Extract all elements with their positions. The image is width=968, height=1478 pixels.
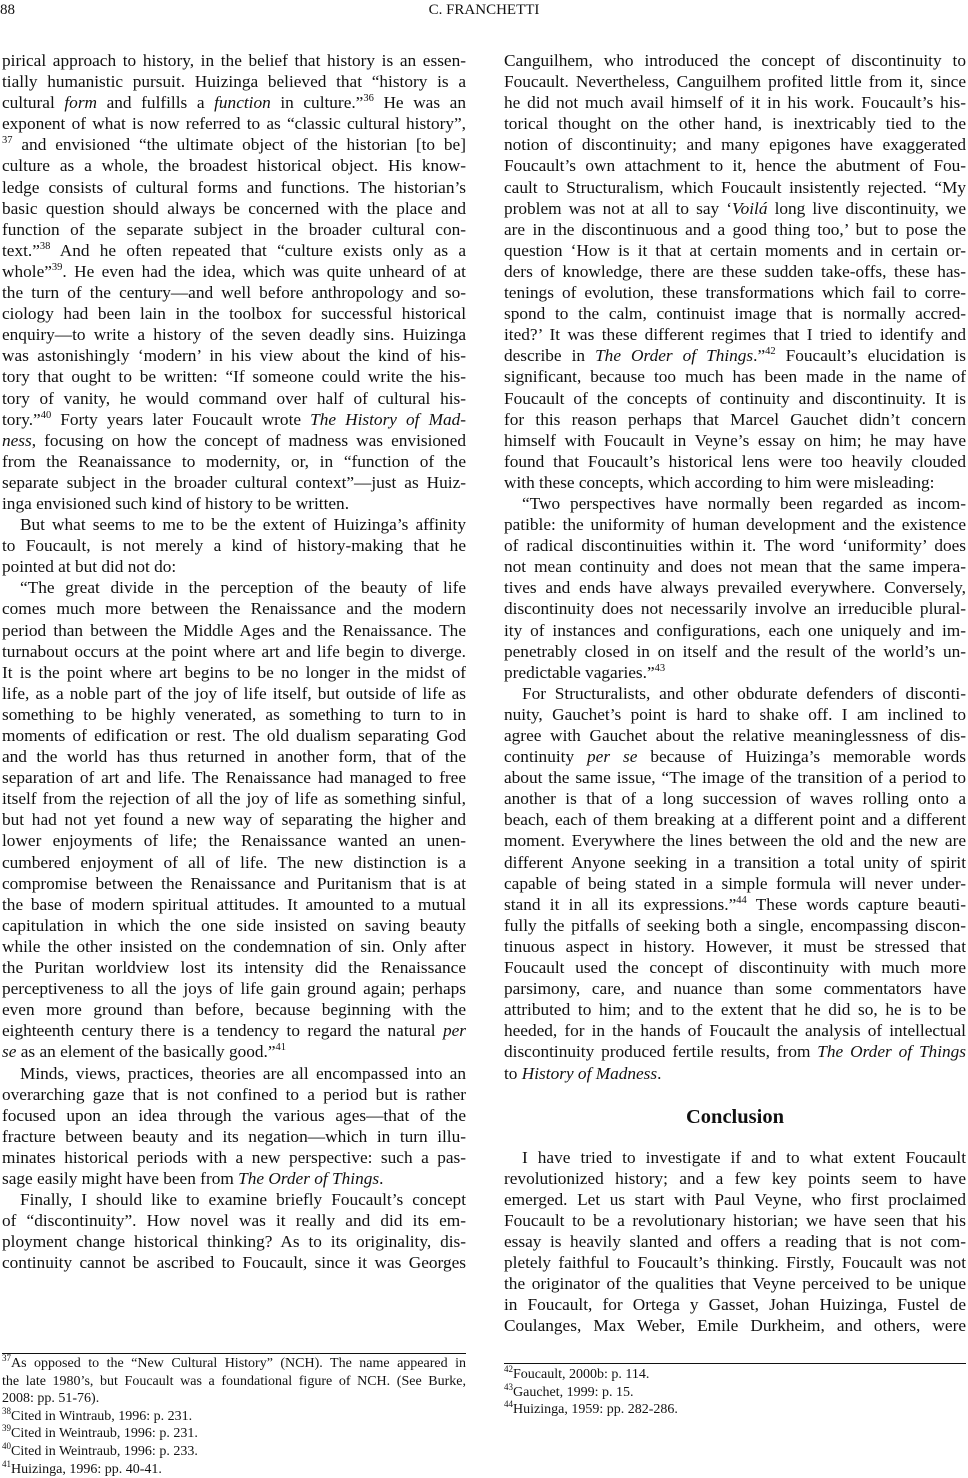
- footnote-line: $^{42}$Foucault, 2000b: p. 114.: [504, 1364, 650, 1382]
- text-line: sage easily might have been from The Order of Things.: [2, 1168, 384, 1188]
- text-line: cault to Structuralism, which Foucault insistently rejected. “My: [504, 177, 966, 197]
- text-line: overarching gaze that is not confined to a period but is rather: [2, 1084, 466, 1104]
- text-line: of “discontinuity”. How novel was it really and did its em-: [2, 1211, 466, 1231]
- text-line: culture as a whole, the broadest historical object. His know-: [2, 156, 466, 176]
- text-line: capable of being stated in a simple formula will never under-: [504, 873, 966, 893]
- text-line: ciology had been lain in the toolbox for successful historical: [2, 304, 466, 324]
- text-line: cumbered enjoyment of all of life. The new distinction is a: [2, 852, 466, 872]
- text-line: different Anyone seeking in a transition a total unity of spirit: [504, 852, 966, 872]
- text-line: I have tried to investigate if and to what extent Foucault: [522, 1147, 966, 1167]
- text-line: revolutionized history; and a few key points seem to have: [504, 1168, 966, 1188]
- footnote-line: the late 1980’s, but Foucault was a foundational figure of NCH. (See Burke,: [2, 1373, 466, 1389]
- text-line: tenings of evolution, these transformations which fail to corre-: [504, 283, 966, 303]
- text-line: to History of Madness.: [504, 1063, 662, 1083]
- text-line: ited?’ It was these different regimes that I tried to identify and: [504, 325, 966, 345]
- text-line: ledge consists of cultural forms and functions. The historian’s: [2, 177, 466, 197]
- text-line: $^{37}$ and envisioned “the ultimate object of the historian [to be]: [2, 135, 466, 155]
- text-line: something to be highly venerated, as something to turn to in: [2, 704, 466, 724]
- text-line: penetrably closed in on itself and the result of the world’s un-: [504, 641, 966, 661]
- footnote-line: $^{41}$Huizinga, 1996: pp. 40-41.: [2, 1458, 162, 1477]
- text-line: tinuous aspect in history. However, it must be stressed that: [504, 936, 966, 956]
- text-line: moments of edification or rest. The old dualism separating God: [2, 726, 466, 745]
- text-line: but had not yet found a new way of separating the higher and: [2, 810, 466, 830]
- text-line: It is the point where art begins to be no longer in the midst of: [2, 662, 466, 682]
- text-line: of radical discontinuities within it. The word ‘uniformity’ does: [504, 536, 966, 556]
- text-line: fully the pitfalls of seeking both a single, encompassing discon-: [504, 915, 966, 935]
- text-line: he did not much avail himself of it in his work. Foucault’s his-: [504, 93, 966, 113]
- text-line: attributed to him; and to the extent that he did so, he is to be: [504, 1000, 966, 1020]
- text-line: pointed at but did not do:: [2, 557, 177, 577]
- footnotes-left: [2, 1355, 466, 1478]
- text-line: question ‘How is it that at certain moments and in certain or-: [504, 240, 966, 260]
- text-line: not mean continuity and does not mean that the same impera-: [504, 557, 966, 577]
- text-line: torical thought on the other hand, is inextricably tied to the: [504, 114, 966, 134]
- text-line: continuity cannot be ascribed to Foucault, since it was Georges: [2, 1253, 466, 1273]
- text-line: agree with Gauchet about the relative meaninglessness of dis-: [504, 726, 966, 745]
- text-line: function of the separate subject in the broader cultural con-: [2, 219, 466, 239]
- footnote-line: $^{38}$Cited in Wintraub, 1996: p. 231.: [2, 1405, 193, 1424]
- text-line: notion of discontinuity; and many epigones have exaggerated: [504, 135, 966, 155]
- text-line: Foucault’s own attachment to it, hence the abutment of Fou-: [504, 156, 966, 176]
- text-line: period than between the Middle Ages and the Renaissance. The: [2, 620, 466, 640]
- footnote-line: $^{39}$Cited in Weintraub, 1996: p. 231.: [2, 1423, 198, 1442]
- text-line: text.”$^{38}$ And he often repeated that “culture exists only as a: [2, 240, 466, 260]
- text-line: lower enjoyments of life; the Renaissance wanted an unen-: [2, 831, 466, 851]
- text-line: exponent of what is now referred to as “classic cultural history”,: [2, 114, 466, 134]
- right-column: [504, 50, 966, 1336]
- text-line: whole”$^{39}$. He even had the idea, which was quite unheard of at: [2, 261, 466, 281]
- text-line: the originator of the qualities that Veyne perceived to be unique: [504, 1274, 966, 1294]
- text-line: parsimony, care, and nuance than some commentators have: [504, 979, 966, 999]
- text-line: predictable vagaries.”$^{43}$: [504, 662, 666, 682]
- footnote-line: $^{44}$Huizinga, 1959: pp. 282-286.: [504, 1399, 678, 1418]
- footnote-line: $^{37}$As opposed to the “New Cultural History” (NCH). The name appeared in: [2, 1353, 466, 1371]
- text-line: are in the discontinuous and a good thing too,’ but to pose the: [504, 219, 966, 239]
- text-line: se as an element of the basically good.”$^{41}$: [2, 1042, 287, 1062]
- text-line: For Structuralists, and other obdurate defenders of disconti-: [522, 683, 966, 703]
- text-line: beach, each of them breaking at a different point and a different: [504, 810, 966, 830]
- text-line: enquiry—to write a history of the seven deadly sins. Huizinga: [2, 325, 466, 345]
- text-line: life, as a noble part of the joy of life itself, but outside of life as: [2, 683, 466, 703]
- footnote-line: 2008: pp. 51-76).: [2, 1391, 100, 1407]
- text-line: found that Foucault’s historical lens were too heavily clouded: [504, 451, 966, 471]
- text-line: turnabout occurs at the point where art and life begin to diverge.: [2, 641, 466, 661]
- text-line: spond to the calm, continuist image that is normally accred-: [504, 304, 966, 324]
- text-line: capitulation in which the one side insisted on saving beauty: [2, 915, 466, 935]
- text-line: basic question should always be concerned with the place and: [2, 198, 466, 218]
- text-line: for this reason perhaps that Marcel Gauchet didn’t concern: [504, 409, 966, 429]
- footnote-rule-right: [504, 1363, 966, 1364]
- text-line: Foucault of the concepts of continuity and discontinuity. It is: [504, 388, 966, 408]
- text-line: patible: the uniformity of human development and the existence: [504, 515, 966, 535]
- text-line: while the other insisted on the condemnation of sin. Only after: [2, 936, 466, 956]
- text-line: focused upon an idea through the various ages—that of the: [2, 1105, 466, 1125]
- text-line: Foucault. Nevertheless, Canguilhem profited little from it, since: [504, 72, 966, 92]
- text-line: cultural form and fulfills a function in culture.”$^{36}$ He was an: [2, 93, 466, 113]
- text-line: ity of instances and configurations, each one uniquely and im-: [504, 620, 966, 640]
- text-line: stand it in all its expressions.”$^{44}$ These words capture beauti-: [504, 894, 966, 914]
- text-line: to Foucault, is not merely a kind of history-making that he: [2, 536, 466, 556]
- text-line: continuity per se because of Huizinga’s memorable words: [504, 747, 966, 767]
- text-line: “The great divide in the perception of the beauty of life: [20, 578, 466, 598]
- text-line: “Two perspectives have normally been regarded as incom-: [522, 493, 966, 513]
- text-line: the Puritan worldview lost its intensity did the Renaissance: [2, 958, 466, 978]
- text-line: Finally, I should like to examine briefly Foucault’s concept: [20, 1190, 466, 1210]
- page-number: 88: [0, 2, 15, 18]
- text-line: separate subject in the broader cultural context”—just as Huiz-: [2, 472, 466, 492]
- text-line: the base of modern spiritual attitudes. It amounted to a mutual: [2, 894, 466, 914]
- text-line: Canguilhem, who introduced the concept of discontinuity to: [504, 51, 966, 70]
- text-line: was astonishingly ‘modern’ in his view about the kind of his-: [2, 346, 466, 366]
- text-line: moment. Everywhere the lines between the old and the new are: [504, 831, 966, 851]
- text-line: even more ground than before, because beginning with the: [2, 1000, 466, 1020]
- text-line: eighteenth century there is a tendency to regard the natural per: [2, 1021, 466, 1041]
- text-line: perceptiveness to all the joys of life gain ground again; perhaps: [2, 979, 466, 999]
- text-line: discontinuity does not necessarily involve an irreducible plural-: [504, 599, 966, 619]
- text-line: discontinuity produced fertile results, from The Order of Things: [504, 1042, 966, 1062]
- text-line: about the same issue, “The image of the transition of a period to: [504, 768, 966, 788]
- text-line: ployment change historical thinking? As to its originality, dis-: [2, 1232, 466, 1252]
- right-column-body-after-heading: [504, 1147, 966, 1337]
- text-line: Coulanges, Max Weber, Emile Durkheim, and others, were: [504, 1316, 966, 1336]
- text-line: ness, focusing on how the concept of madness was envisioned: [2, 430, 466, 450]
- footnotes-right: [504, 1366, 966, 1419]
- text-line: with these concepts, which according to him were misleading:: [504, 472, 935, 492]
- text-line: in Foucault, for Ortega y Gasset, Johan Huizinga, Fustel de: [504, 1295, 966, 1315]
- right-column-body-before-heading: [504, 50, 966, 1084]
- text-line: essay is heavily slanted and offers a reading that is not com-: [504, 1231, 966, 1251]
- text-line: Foucault to be a revolutionary historian; we have seen that his: [504, 1210, 966, 1230]
- text-line: fracture between beauty and its negation—which in turn illu-: [2, 1126, 466, 1146]
- text-line: emerged. Let us start with Paul Veyne, who first proclaimed: [504, 1189, 966, 1209]
- text-line: heeded, for in the hands of Foucault the analysis of intellectual: [504, 1021, 966, 1041]
- text-line: and the world has thus returned in another form, that of the: [2, 747, 466, 767]
- text-line: tory of vanity, he would command over half of cultural his-: [2, 388, 466, 408]
- section-heading-conclusion: Conclusion: [686, 1105, 784, 1128]
- text-line: pirical approach to history, in the belief that history is an essen-: [2, 51, 466, 70]
- text-line: pletely faithful to Foucault’s thinking. Firstly, Foucault was not: [504, 1253, 966, 1273]
- text-line: separation of art and life. The Renaissance had managed to free: [2, 768, 466, 788]
- text-line: ders of knowledge, there are these sudden take-offs, these has-: [504, 261, 966, 281]
- text-line: inga envisioned such kind of history to be written.: [2, 493, 350, 513]
- text-line: himself with Foucault in Veyne’s essay on him; he may have: [504, 430, 966, 450]
- text-line: itself from the rejection of all the joy of life as something sinful,: [2, 789, 466, 809]
- text-line: nuity, Gauchet’s point is hard to shake off. I am inclined to: [504, 704, 966, 724]
- text-line: tory that ought to be written: “If someone could write the his-: [2, 367, 466, 387]
- text-line: comes much more between the Renaissance and the modern: [2, 599, 466, 619]
- text-line: compromise between the Renaissance and Puritanism that is at: [2, 873, 466, 893]
- text-line: minates historical periods with a new perspective: such a pas-: [2, 1147, 466, 1167]
- text-line: tory.”$^{40}$ Forty years later Foucault wrote The History of Mad-: [2, 409, 466, 429]
- text-line: from the Reanaissance to modernity, or, in “function of the: [2, 451, 466, 471]
- footnote-line: $^{43}$Gauchet, 1999: p. 15.: [504, 1381, 634, 1400]
- text-line: tives and ends have always prevailed everywhere. Conversely,: [504, 578, 966, 598]
- text-line: another is that of a long succession of waves rolling onto a: [504, 789, 966, 809]
- text-line: describe in The Order of Things.”$^{42}$ Foucault’s elucidation is: [504, 346, 967, 366]
- text-line: tially humanistic pursuit. Huizinga believed that “history is a: [2, 72, 466, 92]
- left-column: [2, 50, 466, 1273]
- text-line: the turn of the century—and well before anthropology and so-: [2, 283, 466, 303]
- text-line: significant, because too much has been made in the name of: [504, 367, 966, 387]
- text-line: Minds, views, practices, theories are all encompassed into an: [20, 1063, 466, 1083]
- text-line: But what seems to me to be the extent of Huizinga’s affinity: [20, 515, 466, 535]
- text-line: Foucault used the concept of discontinuity with much more: [504, 958, 966, 978]
- footnote-line: $^{40}$Cited in Weintraub, 1996: p. 233.: [2, 1440, 198, 1459]
- running-head: C. FRANCHETTI: [428, 2, 540, 18]
- text-line: problem was not at all to say ‘Voilá long live discontinuity, we: [504, 198, 966, 218]
